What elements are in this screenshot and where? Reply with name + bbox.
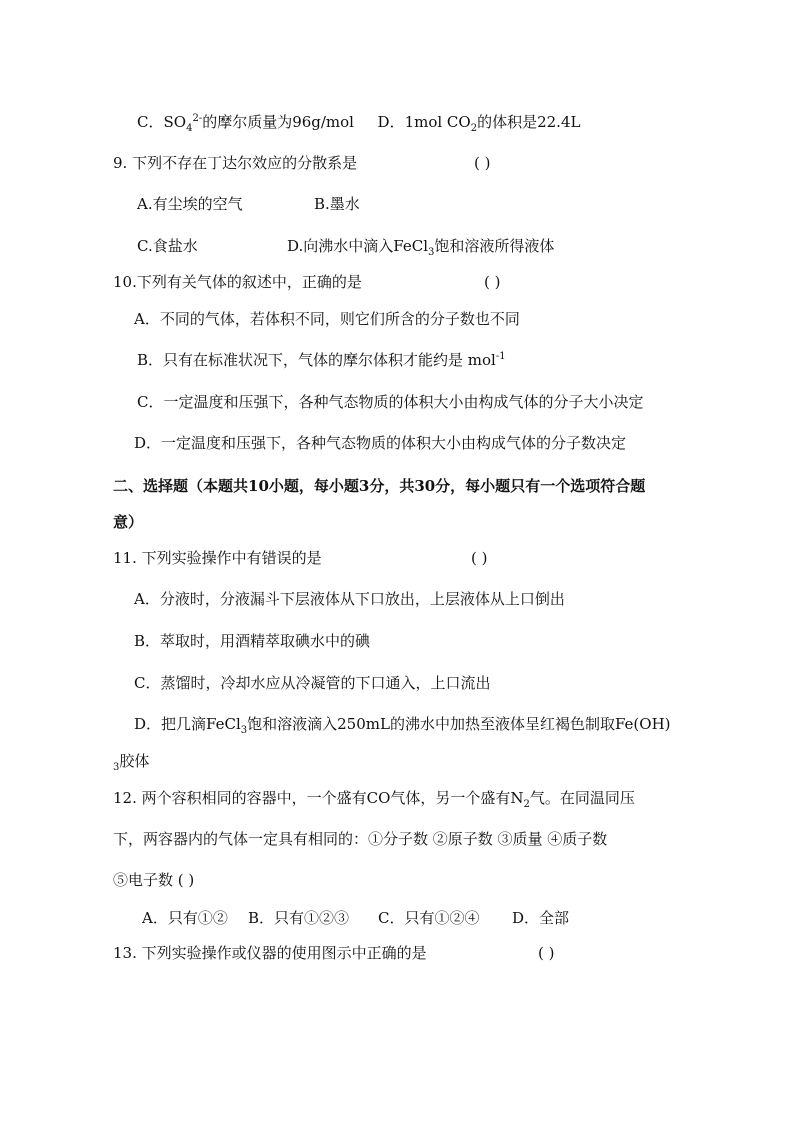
q11-option-b: B．萃取时，用酒精萃取碘水中的碘 (134, 632, 371, 650)
q11-option-d-cont: $_3$胶体 (113, 752, 150, 773)
section-2-heading-cont: 意） (113, 513, 144, 531)
q12-option-b: B．只有①②③ (248, 909, 350, 927)
q11-stem: 11. 下列实验操作中有错误的是 (113, 549, 322, 567)
q10-option-d: D．一定温度和压强下，各种气态物质的体积大小由构成气体的分子数决定 (134, 434, 627, 452)
q12-stem-line1: 12. 两个容积相同的容器中，一个盛有CO气体，另一个盛有$N_2$气。在同温同压 (113, 789, 635, 810)
q11-answer-paren: ( ) (471, 549, 488, 567)
q8-options-cd: C．$SO_4^{2-}$的摩尔质量为96g/mol D．1mol $CO_2$的体积是22.4L (137, 113, 581, 134)
q10-option-a: A．不同的气体，若体积不同，则它们所含的分子数也不同 (134, 310, 520, 328)
q11-option-c: C．蒸馏时，冷却水应从冷凝管的下口通入，上口流出 (134, 674, 491, 692)
q12-option-c: C．只有①②④ (378, 909, 480, 927)
q9-option-d: D.向沸水中滴入FeCl$_3$饱和溶液所得液体 (287, 237, 555, 258)
q11-option-a: A．分液时，分液漏斗下层液体从下口放出，上层液体从上口倒出 (134, 590, 565, 608)
q8-option-c: C．SO (137, 113, 187, 131)
q12-option-a: A．只有①② (142, 909, 228, 927)
q13-stem: 13. 下列实验操作或仪器的使用图示中正确的是 (113, 944, 427, 962)
q10-stem: 10.下列有关气体的叙述中，正确的是 (113, 273, 362, 291)
q13-answer-paren: ( ) (538, 944, 555, 962)
q10-option-b: B．只有在标准状况下，气体的摩尔体积才能约是 mol$^{-1}$ (137, 351, 506, 369)
q12-option-d: D．全部 (512, 909, 570, 927)
q10-option-c: C．一定温度和压强下，各种气态物质的体积大小由构成气体的分子大小决定 (137, 393, 644, 411)
q12-stem-line3: ⑤电子数 ( ) (113, 871, 195, 889)
q9-stem: 9. 下列不存在丁达尔效应的分散系是 (113, 154, 358, 172)
q9-option-a: A.有尘埃的空气 (137, 195, 243, 213)
q9-option-b: B.墨水 (314, 195, 360, 213)
q10-answer-paren: ( ) (484, 273, 501, 291)
q11-option-d: D．把几滴FeCl$_3$饱和溶液滴入250mL的沸水中加热至液体呈红褐色制取Fe(OH) (134, 715, 671, 736)
q9-answer-paren: ( ) (474, 154, 491, 172)
q12-stem-line2: 下，两容器内的气体一定具有相同的：①分子数 ②原子数 ③质量 ④质子数 (113, 830, 608, 848)
q8-option-d: D．1mol CO (377, 113, 471, 131)
section-2-heading: 二、选择题（本题共10小题，每小题3分，共30分，每小题只有一个选项符合题 (113, 477, 646, 495)
q9-option-c: C.食盐水 (137, 237, 198, 255)
